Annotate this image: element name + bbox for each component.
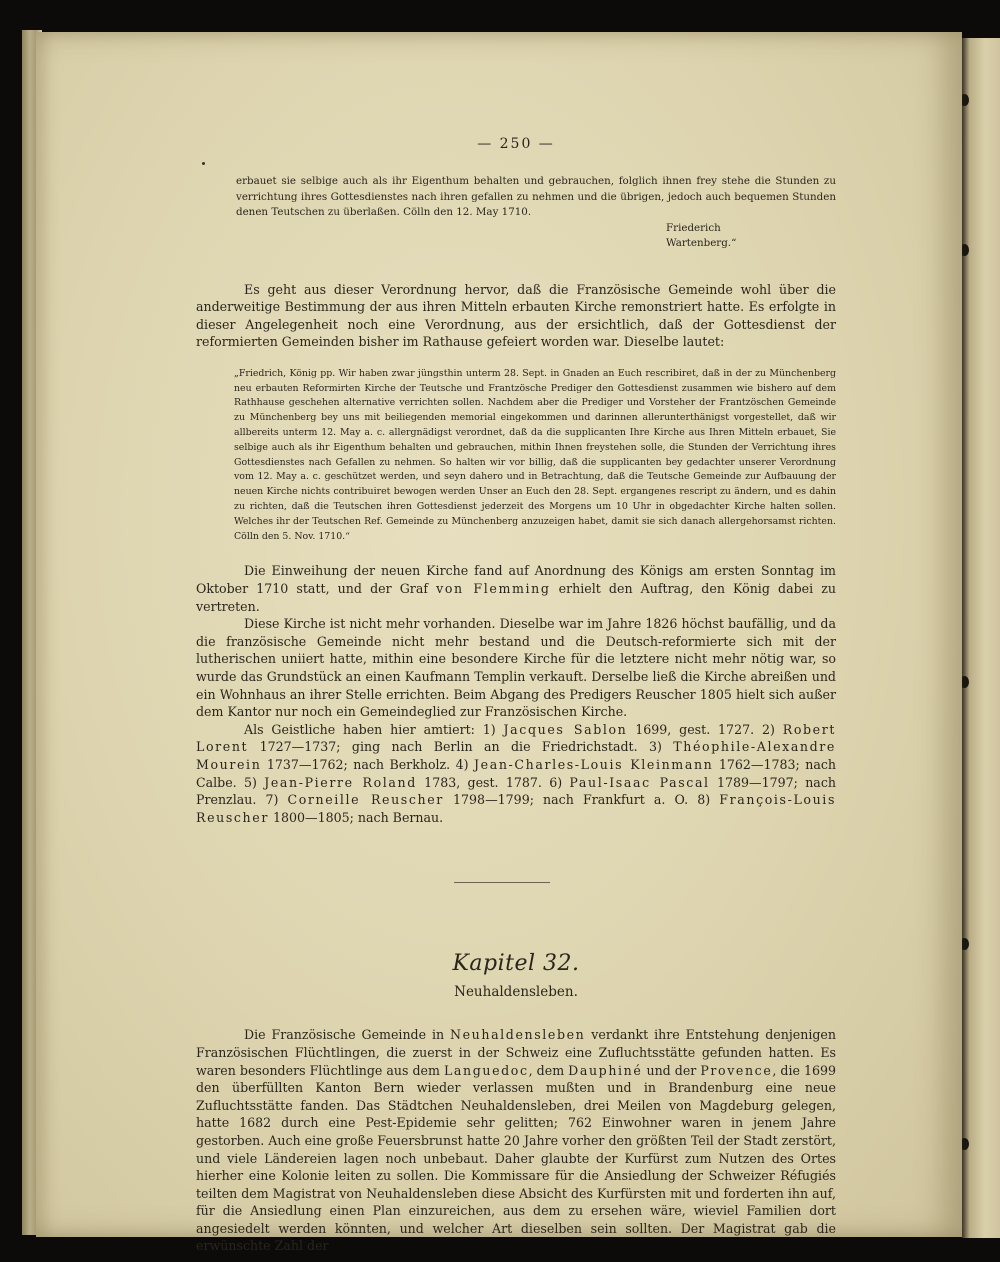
clergy-name: Robert Lorent [196,721,836,755]
place-name: Dauphiné [568,1062,643,1078]
paragraph-3: Diese Kirche ist nicht mehr vorhanden. Dieselbe war im Jahre 1826 höchst baufällig, und da die französische Gemeinde nicht mehr bestand und die Deutsch-reformierte sich mit der lutherischen uniiert hatte, mithin eine besondere Kirche für die letztere nicht mehr nötig war, so wurde das Grundstück an einen Kaufmann Templin verkauft. Derselbe ließ die Kirche abreißen und ein Wohnhaus an ihrer Stelle errichten. Beim Abgang des Predigers Reuscher 1805 hielt sich außer dem Kantor nur noch ein Gemeindeglied zur Französischen Kirche. [196,616,836,720]
clergy-details: 1737—1762; nach Berkholz. [261,756,456,772]
paragraph-5 [196,1026,836,1255]
page-number: — 250 — [477,136,555,152]
clergy-intro: Als Geistliche haben hier amtiert: [244,721,483,737]
clergy-name: Théophile-Alexandre Mourein [196,739,836,772]
place-name: Neuhaldensleben [449,1027,586,1043]
facing-page-edge [962,38,1000,1238]
clergy-prefix: 6) [549,774,570,790]
decree-quote: „Friedrich, König pp. Wir haben zwar jüngsthin unterm 28. Sept. in Gnaden an Euch rescribiret, daß in der zu Münchenberg neu erbauten Reformirten Kirche der Teutsche und Frantzösche Prediger den Gottesdienst zusammen wie bishero auf dem Rathhause geschehen alternative verrichten sollen. Nachdem aber die Prediger und Vorsteher der Frantzöschen Gemeinde zu Münchenberg bey uns mit beiliegenden memorial eingekommen und darinnen allerunterthänigst vorgestellet, daß wir allbereits unterm 12. May a. c. allergnädigst verordnet, daß da die supplicanten Ihre Kirche aus Ihren Mitteln erbauet, Sie selbige auch als ihr Eigenthum behalten und gebrauchen, mithin Ihnen freystehen solle, die Stunden der Verrichtung ihres Gottesdienstes nach Gefallen zu nehmen. So halten wir vor billig, daß die supplicanten bey gedachter unserer Verordnung vom 12. May a. c. geschützet werden, und seyn dahero und in Betrachtung, daß die Teutsche Gemeinde zur Aufbauung der neuen Kirche nichts contribuiret bewogen werden Unser an Euch den 28. Sept. ergangenes rescript zu ändern, und es dahin zu richten, daß die Teutschen ihren Gottesdienst jederzeit des Morgens um 10 Uhr in obgedachter Kirche halten sollen. Welches ihr der Teutschen Ref. Gemeinde zu Münchenberg anzuzeigen habet, damit sie sich danach allergehorsamst richten. Cölln den 5. Nov. 1710.“ [234,367,836,542]
clergy-prefix: 3) [648,739,674,755]
section-divider [454,882,550,883]
place-name: Provence [700,1062,773,1078]
place-name: Languedoc [443,1062,529,1078]
paragraph-1: Es geht aus dieser Verordnung hervor, daß die Französische Gemeinde wohl über die anderweitige Bestimmung der aus ihren Mitteln erbauten Kirche remonstriert hatte. Es erfolgte in dieser Angelegenheit noch eine Verordnung, aus der ersichtlich, daß der Gottesdienst der reformierten Gemeinden bisher im Rathause gefeiert worden war. Dieselbe lautet: [196,281,836,350]
clergy-name: Jean-Charles-Louis Kleinmann [474,756,714,772]
clergy-details: 1699, gest. 1727. [627,721,762,737]
clergy-name: François-Louis Reuscher [196,792,837,825]
clergy-name: Corneille Reuscher [287,792,444,808]
clergy-details: 1762—1783; nach Calbe. [196,756,836,790]
paragraph-5-text: Die Französische Gemeinde in [244,1027,450,1043]
clergy-details: 1727—1737; ging nach Berlin an die Friedrichstadt. [248,739,649,755]
signature-name: Friederich [666,221,721,234]
clergy-prefix: 5) [243,774,265,790]
paragraph-2-text-before: Die Einweihung der neuen Kirche fand auf Anordnung des Königs am ersten Sonntag im Oktober 1710 statt, und der Graf [196,563,836,597]
person-name: von Flemming [436,581,551,597]
top-quote: erbauet sie selbige auch als ihr Eigenthum behalten und gebrauchen, folglich ihnen frey stehe die Stunden zu verrichtung ihres Gottesdienstes nach ihren gefallen zu nehmen und die übrigen, jedoch auch bequemen Stunden denen Teutschen zu überlaßen. Cölln den 12. May 1710. [236,175,836,218]
clergy-details: 1798—1799; nach Frankfurt a. O. [443,792,698,808]
clergy-prefix: 7) [265,792,288,808]
clergy-details: 1800—1805; nach Bernau. [268,809,444,825]
signature-place: Wartenberg.“ [666,236,737,249]
paragraph-5-text: und der [642,1062,701,1078]
paragraph-2-text-after: erhielt den Auftrag, den König dabei zu vertreten. [196,581,836,614]
paragraph-5-text: , die 1699 den überfüllten Kanton Bern wieder verlassen mußten und in Brandenburg eine neue Zufluchtsstätte fanden. Das Städtchen Neuhaldensleben, drei Meilen von Magdeburg gelegen, hatte 1682 durch eine Pest-Epidemie sehr gelitten; 762 Einwohner waren in jenem Jahre gestorben. Auch eine große Feuersbrunst hatte 20 Jahre vorher den größten Teil der Stadt zerstört, und viele Ländereien lagen noch unbebaut. Daher glaubte der Kurfürst zum Nutzen des Ortes hierher eine Kolonie leiten zu sollen. Die Kommissare für die Ansiedlung der Schweizer Réfugiés teilten dem Magistrat von Neuhaldensleben diese Absicht des Kurfürsten mit und forderten ihn auf, für die Ansiedlung einen Plan einzureichen, aus dem zu ersehen wäre, wieviel Familien dort angesiedelt werden könnten, und welcher Art dieselben sein sollten. Der Magistrat gab die erwünschte Zahl der [196,1062,837,1254]
page-content [196,136,836,1255]
clergy-name: Jean-Pierre Roland [264,774,417,790]
chapter-title: Kapitel 32. [452,951,580,977]
clergy-prefix: 1) [482,721,504,737]
clergy-prefix: 8) [697,792,720,808]
clergy-name: Paul-Isaac Pascal [569,774,710,790]
paragraph-4-clergy-list [196,721,836,827]
paragraph-5-text: , dem [528,1062,569,1078]
clergy-name: Jacques Sablon [503,721,628,737]
clergy-prefix: 4) [455,756,475,772]
chapter-subtitle: Neuhaldensleben. [454,984,578,1001]
paragraph-5-text: verdankt ihre Entstehung denjenigen Französischen Flüchtlingen, die zuerst in der Schweiz eine Zufluchtsstätte gefunden hatten. Es waren besonders Flüchtlinge aus dem [196,1027,836,1078]
paragraph-2 [196,562,836,615]
clergy-prefix: 2) [761,721,783,737]
clergy-details: 1783, gest. 1787. [416,774,550,790]
clergy-details: 1789—1797; nach Prenzlau. [196,774,836,808]
